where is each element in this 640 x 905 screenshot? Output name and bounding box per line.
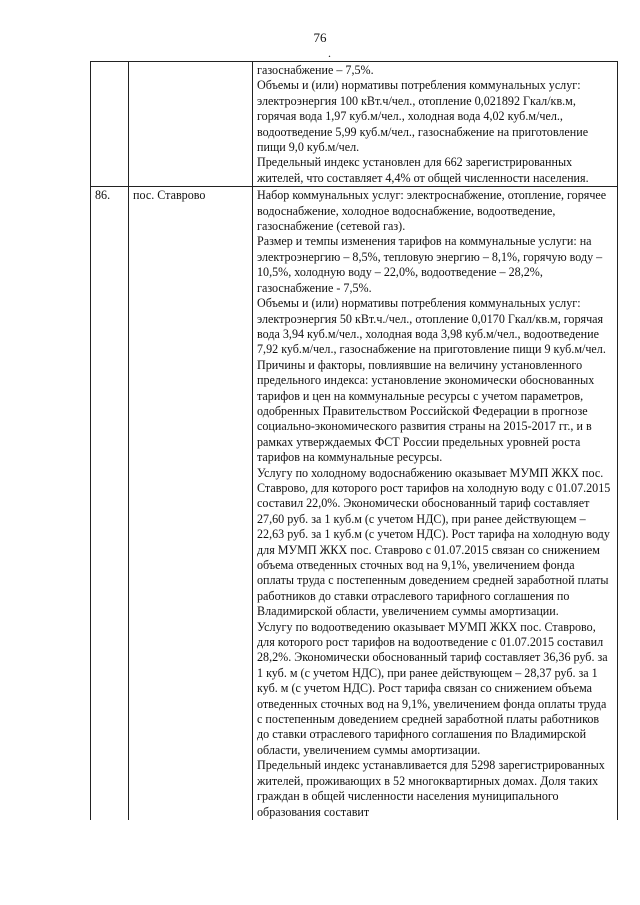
description-cell — [253, 62, 618, 187]
paragraph: Набор коммунальных услуг: электроснабжение, отопление, горячее водоснабжение, холодное водоснабжение, водоотведение, газоснабжение (сетевой газ). — [257, 188, 607, 234]
page-number: 76 — [313, 30, 327, 45]
settlement-name — [129, 62, 253, 187]
settlement-name: пос. Ставрово — [129, 187, 253, 820]
paragraph: Услугу по холодному водоснабжению оказывает МУМП ЖКХ пос. Ставрово, для которого рост тарифов на холодную воду с 01.07.2015 составил 22,0%. Экономически обоснованный тариф составляет 27,60 руб. за 1 куб.м (с учетом НДС), при ранее действующем – 22,63 руб. за 1 куб.м (с учетом НДС). Рост тарифа на холодную воду для МУМП ЖКХ пос. Ставрово с 01.07.2015 связан со снижением объема отведенных сточных вод на 9,1%, увеличением фонда оплаты труда с постепенным доведением средней заработной платы работников до ставки отраслевого тарифного соглашения по Владимирской области, увеличением суммы амортизации. — [257, 465, 611, 619]
table-row — [91, 187, 618, 820]
paragraph: Размер и темпы изменения тарифов на коммунальные услуги: на электроэнергию – 8,5%, тепловую энергию – 8,1%, горячую воду – 10,5%, холодную воду – 22,0%, водоотведение – 28,2%, газоснабжение - 7,5%. — [257, 234, 603, 295]
paragraph: газоснабжение – 7,5%. — [257, 63, 374, 77]
paragraph: Предельный индекс установлен для 662 зарегистрированных жителей, что составляет 4,4% от общей численности населения. — [257, 155, 589, 185]
description-cell — [253, 187, 618, 820]
paragraph: Причины и факторы, повлиявшие на величину установленного предельного индекса: установление экономически обоснованных тарифов и цен на коммунальные ресурсы с учетом параметров, одобренных Правительством Российской Федерации в прогнозе социально-экономического развития страны на 2015-2017 гг., и в рамках утверждаемых ФСТ России предельных уровней роста тарифов на коммунальные ресурсы. — [257, 357, 595, 465]
tariff-table — [90, 61, 618, 820]
row-number: 86. — [91, 187, 129, 820]
paragraph: Объемы и (или) нормативы потребления коммунальных услуг: электроэнергия 50 кВт.ч./чел., отопление 0,0170 Гкал/кв.м, горячая вода 3,94 куб.м/чел., холодная вода 3,98 куб.м/чел., водоотведение 7,92 куб.м/чел., газоснабжение на приготовление пищи 9 куб.м/чел. — [257, 296, 606, 357]
page-mark: . — [328, 46, 331, 60]
paragraph: Услугу по водоотведению оказывает МУМП ЖКХ пос. Ставрово, для которого рост тарифов на водоотведение с 01.07.2015 составил 28,2%. Экономически обоснованный тариф составляет 36,36 руб. за 1 куб. м (с учетом НДС), при ранее действующем – 28,37 руб. за 1 куб. м (с учетом НДС). Рост тарифа связан со снижением объема отведенных сточных вод на 9,1%, увеличением фонда оплаты труда с постепенным доведением средней заработной платы работников до ставки отраслевого тарифного соглашения по Владимирской области, увеличением суммы амортизации. — [257, 619, 608, 757]
paragraph: Объемы и (или) нормативы потребления коммунальных услуг: электроэнергия 100 кВт.ч/чел., отопление 0,021892 Гкал/кв.м, горячая вода 1,97 куб.м/чел., холодная вода 4,02 куб.м/чел., водоотведение 5,99 куб.м/чел., газоснабжение на приготовление пищи 9,0 куб.м/чел. — [257, 78, 589, 155]
row-number — [91, 62, 129, 187]
table-row — [91, 62, 618, 187]
paragraph: Предельный индекс устанавливается для 5298 зарегистрированных жителей, проживающих в 52 многоквартирных домах. Доля таких граждан в общей численности населения муниципального образования составит — [257, 758, 605, 819]
